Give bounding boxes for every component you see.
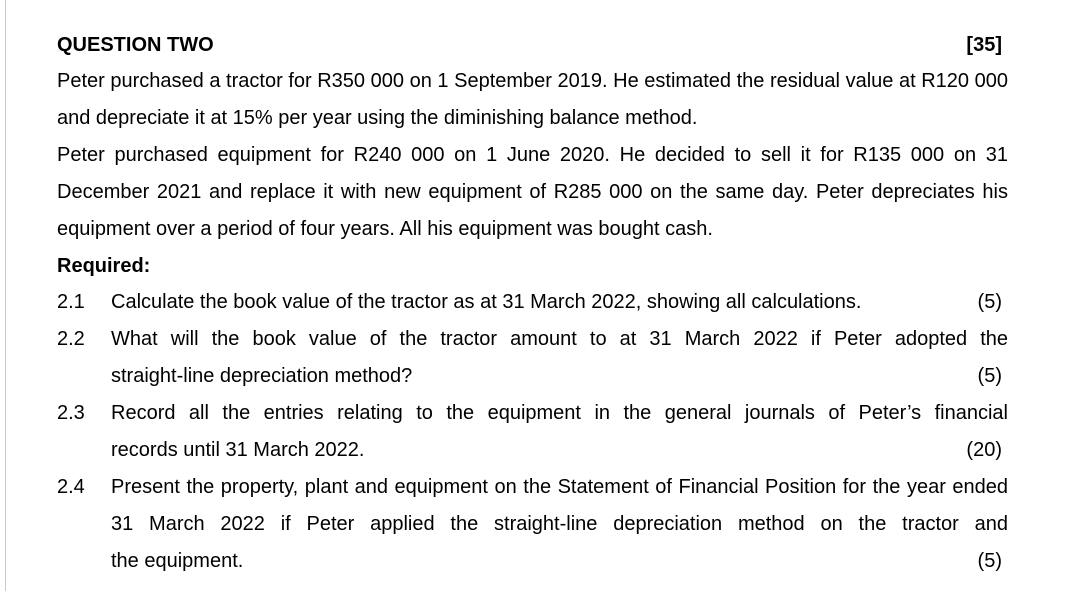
question-list (57, 284, 1008, 580)
question-number: 2.2 (57, 328, 85, 350)
question-item-2-4 (57, 469, 1008, 580)
question-title: QUESTION TWO (57, 34, 214, 56)
question-number: 2.1 (57, 291, 85, 313)
question-number: 2.3 (57, 402, 85, 424)
question-text-continued: straight-line depreciation method? (111, 365, 413, 387)
question-item-2-1 (57, 284, 1008, 321)
question-heading (57, 30, 1008, 60)
question-text-continued: the equipment. (111, 550, 244, 572)
page-left-border (5, 0, 6, 591)
question-marks: (5) (977, 291, 1002, 313)
question-item-2-3 (57, 395, 1008, 469)
question-document (57, 30, 1008, 580)
question-text: What will the book value of the tractor amount to at 31 March 2022 if Peter adopted the (111, 328, 1008, 350)
question-number: 2.4 (57, 476, 85, 498)
question-text-continued: records until 31 March 2022. (111, 439, 365, 461)
scenario-paragraph-equipment: Peter purchased equipment for R240 000 on 1 June 2020. He decided to sell it for R135 000 on 31 December 2021 and replace it with new equipment of R285 000 on the same day. Peter depreciates his equipment over a period of four years. All his equipment was bought cash. (57, 144, 1008, 240)
question-item-2-2 (57, 321, 1008, 395)
question-text: Record all the entries relating to the equipment in the general journals of Peter’s financial (111, 402, 1008, 424)
question-marks: (5) (977, 550, 1002, 572)
question-text: Calculate the book value of the tractor as at 31 March 2022, showing all calculations. (111, 291, 862, 313)
question-text: Present the property, plant and equipment on the Statement of Financial Position for the year ended 31 March 2022 if Peter applied the straight-line depreciation method on the tractor and (111, 476, 1008, 535)
question-total-marks: [35] (966, 34, 1002, 56)
question-marks: (5) (977, 365, 1002, 387)
question-marks: (20) (966, 439, 1002, 461)
scenario-paragraph-tractor: Peter purchased a tractor for R350 000 on 1 September 2019. He estimated the residual value at R120 000 and depreciate it at 15% per year using the diminishing balance method. (57, 70, 1008, 129)
required-label: Required: (57, 255, 151, 277)
